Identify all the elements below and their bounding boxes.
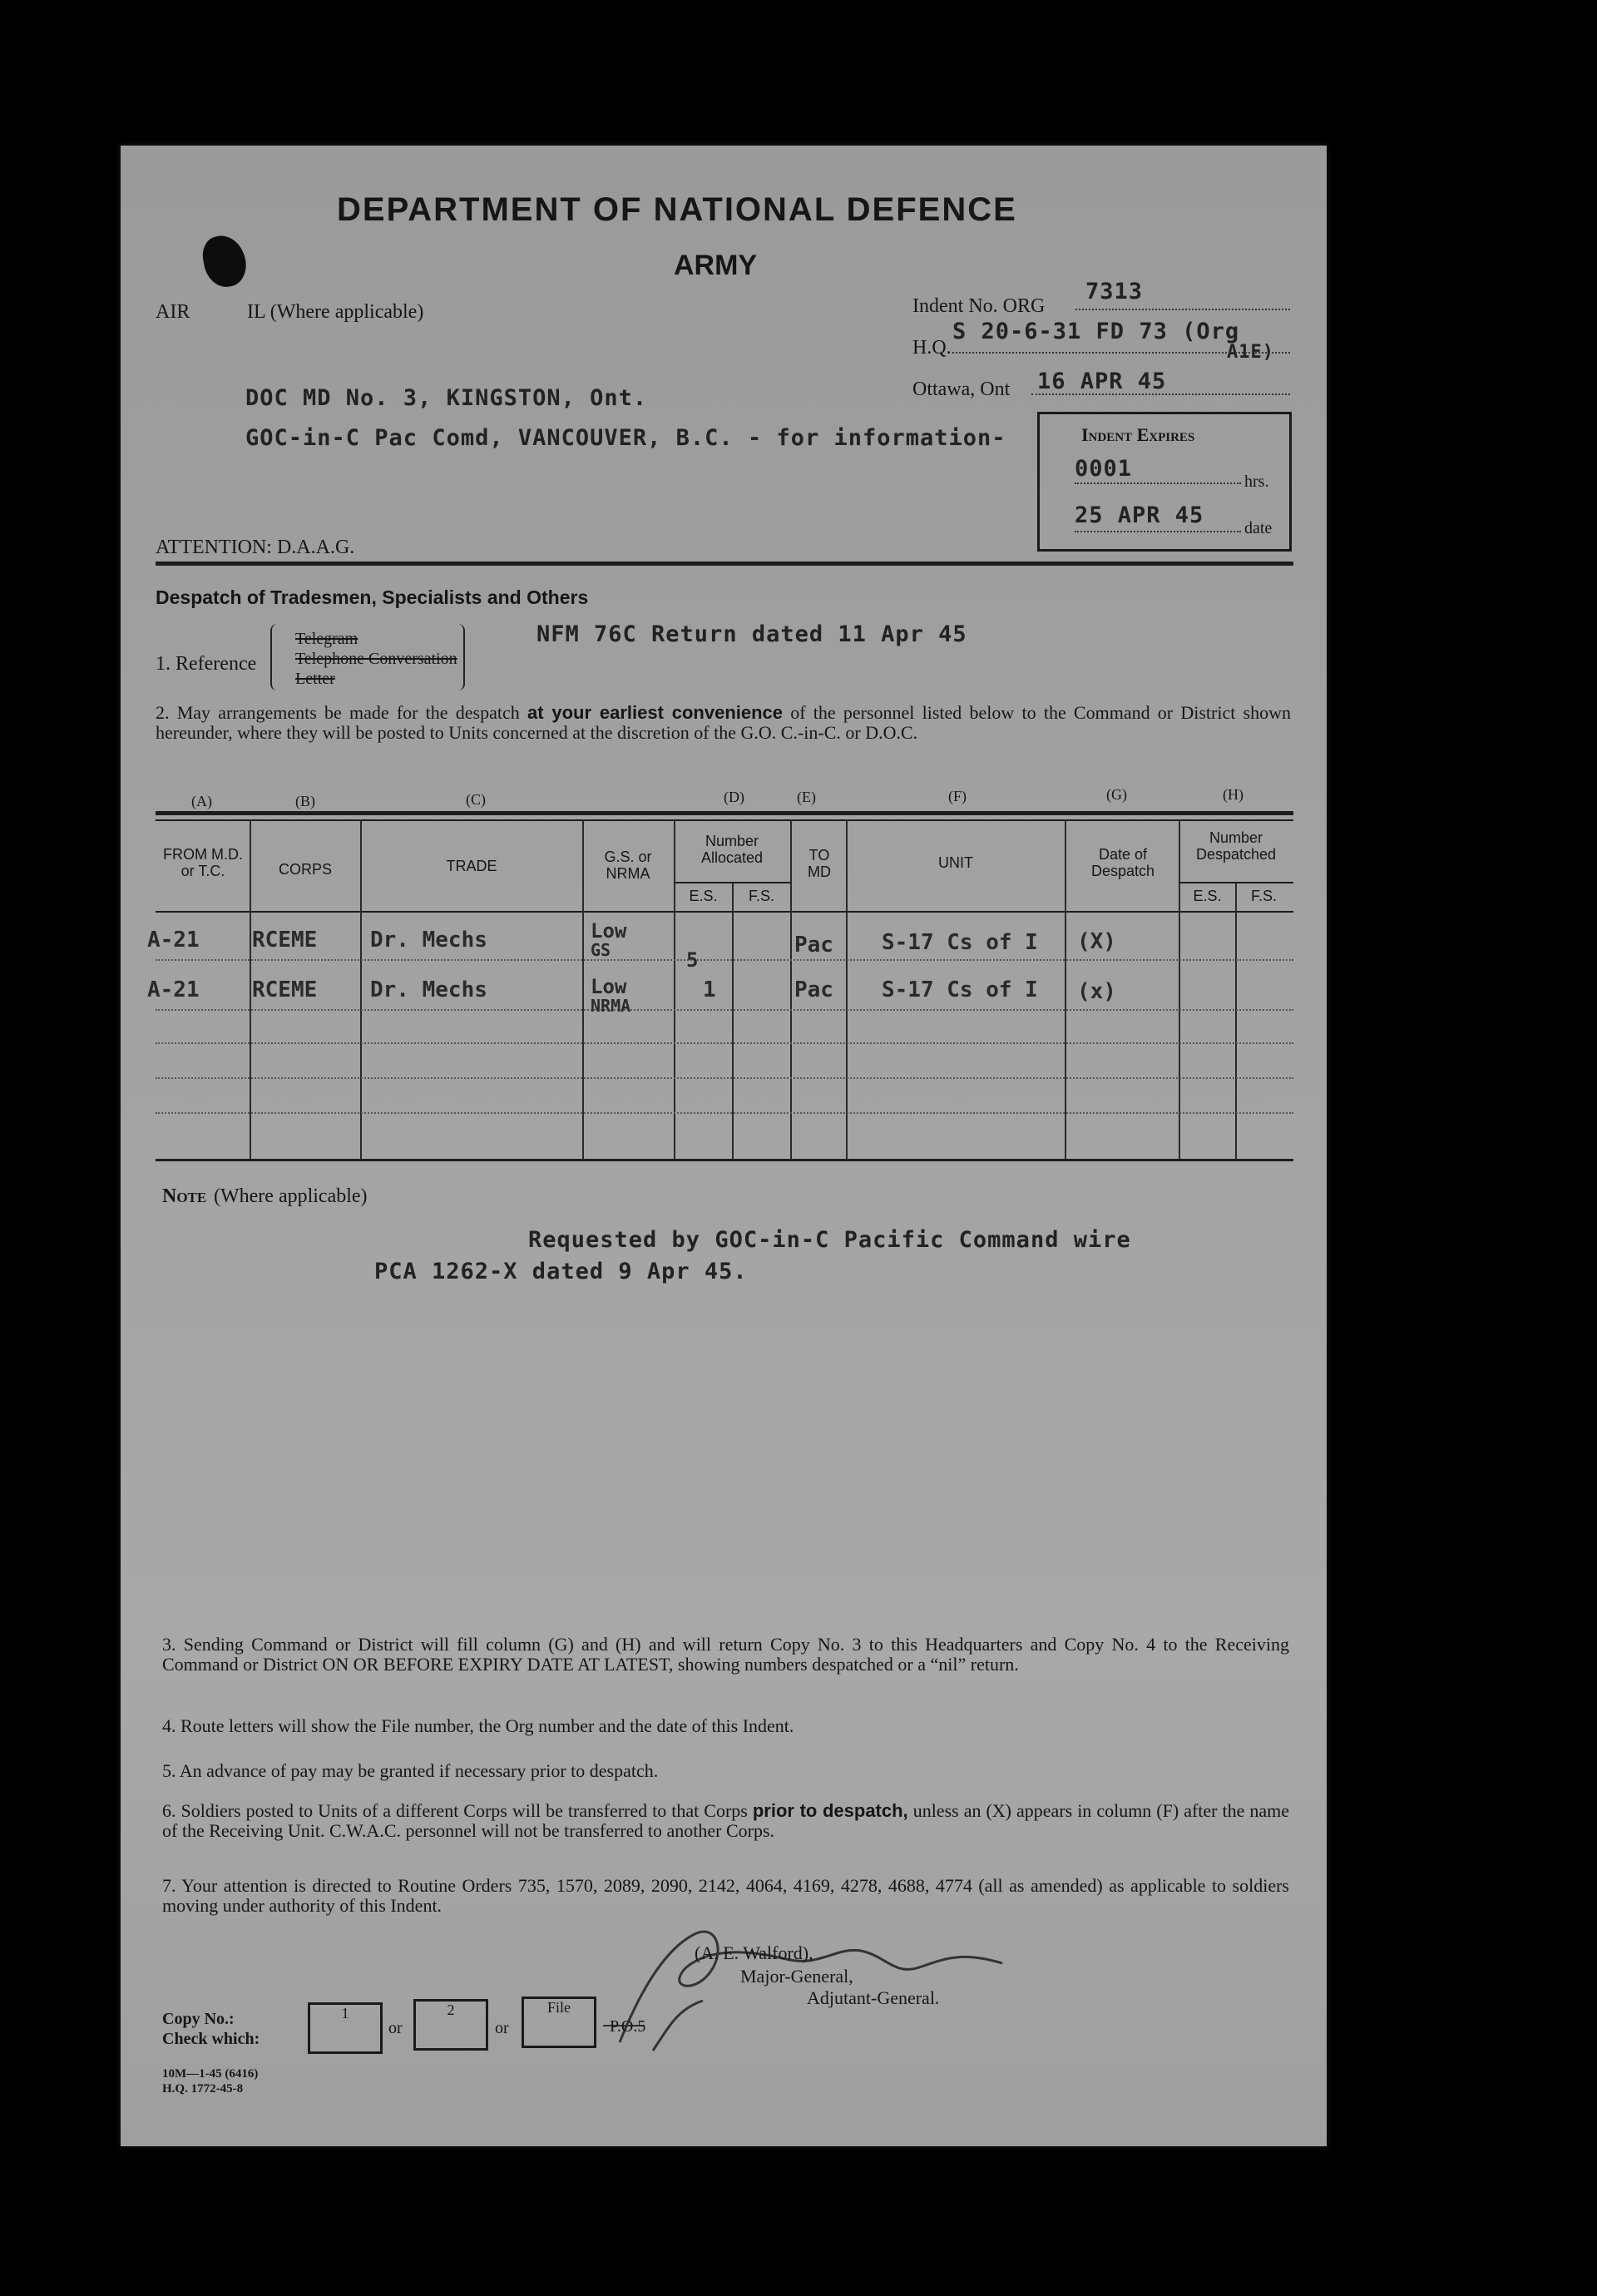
header-unit: UNIT <box>938 854 973 871</box>
paragraph-6-prefix: 6. Soldiers posted to Units of a different Corps will be transferred to that Corps <box>162 1800 748 1821</box>
copy-box-1[interactable]: 1 <box>308 2002 383 2054</box>
hq-dotline <box>952 352 1290 354</box>
row1-unit: S-17 Cs of I <box>882 930 1038 955</box>
row2-gs-bottom: NRMA <box>591 996 631 1016</box>
table-bottom-rule <box>156 1159 1293 1161</box>
expiry-hrs-dotline <box>1075 482 1241 484</box>
despatched-sub-rule <box>1179 882 1293 883</box>
reference-label: 1. Reference <box>156 653 257 675</box>
branch-title: ARMY <box>674 250 758 281</box>
signatory-rank: Major-General, <box>740 1966 853 1987</box>
col-divider <box>250 819 251 1159</box>
row-line <box>156 959 1293 961</box>
row1-gs-top: Low <box>591 919 627 943</box>
col-letter-e: (E) <box>797 789 816 805</box>
row1-es: 5 <box>686 948 699 972</box>
indent-no-dotline <box>1075 309 1290 310</box>
header-to-md: TO MD <box>808 847 831 880</box>
ottawa-label: Ottawa, Ont <box>912 379 1011 400</box>
copy-or-2: or <box>495 2019 509 2037</box>
reference-option-letter: Letter <box>295 670 335 688</box>
row-line <box>156 1042 1293 1044</box>
copy-or-1: or <box>388 2019 403 2037</box>
copy-label-line1: Copy No.: <box>162 2010 235 2028</box>
reference-option-telephone: Telephone Conversation <box>295 650 457 668</box>
reference-option-telegram: Telegram <box>295 630 358 648</box>
row-line <box>156 1112 1293 1114</box>
attention-label: ATTENTION: D.A.A.G. <box>156 537 355 558</box>
col-divider <box>1179 819 1180 1159</box>
expiry-title: Indent Expires <box>1081 424 1195 445</box>
copy-label <box>162 2009 260 2049</box>
allocated-sub-rule <box>674 882 790 883</box>
paragraph-6 <box>162 1801 1289 1841</box>
copy-box-file[interactable]: File <box>522 1997 596 2048</box>
paragraph-5: 5. An advance of pay may be granted if necessary prior to despatch. <box>162 1760 659 1781</box>
col-divider <box>732 882 734 1159</box>
addressee-line1: DOC MD No. 3, KINGSTON, Ont. <box>245 385 648 411</box>
row2-to-md: Pac <box>794 977 833 1002</box>
expiry-date-value: 25 APR 45 <box>1075 502 1204 528</box>
col-divider <box>1235 882 1237 1159</box>
row2-from: A-21 <box>147 977 200 1002</box>
row1-from: A-21 <box>147 928 200 953</box>
copy-label-line2: Check which: <box>162 2030 260 2048</box>
row1-date: (X) <box>1077 929 1116 954</box>
header-trade: TRADE <box>446 858 497 874</box>
mail-applicable-label: IL (Where applicable) <box>247 301 424 323</box>
row2-gs-top: Low <box>591 975 627 998</box>
table-top-rule-thin <box>156 819 1293 821</box>
header-despatched-fs: F.S. <box>1250 888 1277 904</box>
header-despatched-es: E.S. <box>1193 888 1222 904</box>
indent-no-label: Indent No. ORG <box>912 295 1046 317</box>
row2-unit: S-17 Cs of I <box>882 977 1038 1002</box>
paragraph-4: 4. Route letters will show the File number, the Org number and the date of this Indent. <box>162 1715 794 1736</box>
row2-trade: Dr. Mechs <box>370 977 487 1002</box>
paragraph-2 <box>156 703 1291 743</box>
note-label: Note <box>162 1185 207 1207</box>
note-applicable: (Where applicable) <box>214 1185 368 1207</box>
ottawa-dotline <box>1031 393 1290 395</box>
col-letter-c: (C) <box>466 791 486 808</box>
section-rule <box>156 562 1293 566</box>
col-divider <box>582 819 584 1159</box>
department-title: DEPARTMENT OF NATIONAL DEFENCE <box>337 191 1017 228</box>
row-line <box>156 1077 1293 1079</box>
col-letter-f: (F) <box>948 788 967 804</box>
row2-es: 1 <box>703 977 716 1002</box>
col-divider <box>674 819 675 1159</box>
footer-print-code: 10M—1-45 (6416) <box>162 2067 259 2081</box>
footer-hq-code: H.Q. 1772-45-8 <box>162 2082 244 2096</box>
row2-corps: RCEME <box>252 977 318 1002</box>
paragraph-3: 3. Sending Command or District will fill column (G) and (H) and will return Copy No. 3 to this Headquarters and Copy No. 4 to the Receiving Command or District ON OR BEFORE EXPIRY DATE AT LATEST, showing numbers despatched or a “nil” return. <box>162 1634 1289 1675</box>
paragraph-7: 7. Your attention is directed to Routine Orders 735, 1570, 2089, 2090, 2142, 4064, 4169, 4278, 4688, 4774 (all as amended) as applicable to soldiers moving under authority of this Indent. <box>162 1875 1289 1916</box>
paragraph-2-prefix: 2. May arrangements be made for the despatch <box>156 702 520 723</box>
air-mail-label: AIR <box>156 301 190 323</box>
paragraph-6-suffix: unless an (X) appears in column (F) after the name of the Receiving Unit. C.W.A.C. personnel will not be transferred to another Corps. <box>162 1800 1290 1841</box>
table-header-bottom-rule <box>156 911 1293 913</box>
col-divider <box>1065 819 1066 1159</box>
header-from: FROM M.D. or T.C. <box>163 846 243 879</box>
copy-box-2[interactable]: 2 <box>413 1999 488 2051</box>
col-letter-b: (B) <box>295 793 315 809</box>
table-top-rule <box>156 811 1293 815</box>
row1-to-md: Pac <box>794 933 833 957</box>
header-allocated-es: E.S. <box>689 888 718 904</box>
note-line2: PCA 1262-X dated 9 Apr 45. <box>374 1259 748 1284</box>
col-letter-h: (H) <box>1223 786 1243 803</box>
hq-value-line2: A1E) <box>1227 342 1274 363</box>
col-letter-g: (G) <box>1106 786 1127 803</box>
indent-no-value: 7313 <box>1085 279 1144 304</box>
ink-blot <box>200 232 250 290</box>
paragraph-2-emphasis: at your earliest convenience <box>527 702 784 723</box>
indent-expiry-box <box>1037 412 1292 552</box>
reference-value: NFM 76C Return dated 11 Apr 45 <box>536 621 967 647</box>
addressee-line2: GOC-in-C Pac Comd, VANCOUVER, B.C. - for information- <box>245 425 1006 451</box>
hq-label: H.Q. <box>912 337 952 359</box>
paragraph-6-emphasis: prior to despatch, <box>752 1800 908 1821</box>
form-pos-code: P.O.5 <box>610 2017 646 2036</box>
col-letter-d: (D) <box>724 789 744 805</box>
note-line1: Requested by GOC-in-C Pacific Command wire <box>528 1227 1131 1253</box>
header-corps: CORPS <box>278 861 332 878</box>
expiry-hrs-value: 0001 <box>1075 456 1133 482</box>
signatory-name: (A. E. Walford), <box>695 1942 813 1963</box>
row1-corps: RCEME <box>252 928 318 953</box>
row1-trade: Dr. Mechs <box>370 928 487 953</box>
section-title: Despatch of Tradesmen, Specialists and Others <box>156 586 589 608</box>
row2-date: (x) <box>1077 979 1116 1004</box>
expiry-date-dotline <box>1075 531 1241 532</box>
header-allocated: Number Allocated <box>700 833 764 866</box>
indent-form-sheet <box>121 146 1327 2146</box>
header-allocated-fs: F.S. <box>748 888 774 904</box>
row-line <box>156 1009 1293 1011</box>
col-divider <box>790 819 792 1159</box>
hq-value-line1: S 20-6-31 FD 73 (Org <box>952 319 1240 344</box>
col-letter-a: (A) <box>191 793 212 809</box>
expiry-hrs-label: hrs. <box>1244 473 1269 491</box>
col-divider <box>846 819 848 1159</box>
expiry-date-label: date <box>1244 519 1273 537</box>
row1-gs-bottom: GS <box>591 940 611 960</box>
header-despatched: Number Despatched <box>1195 829 1277 863</box>
col-divider <box>360 819 362 1159</box>
header-gs: G.S. or NRMA <box>604 849 652 882</box>
signatory-title: Adjutant-General. <box>807 1987 940 2008</box>
header-date-despatch: Date of Despatch <box>1090 846 1155 879</box>
paragraph-2-suffix: of the personnel listed below to the Command or District shown hereunder, where they will be posted to Units concerned at the discretion of the G.O. C.-in-C. or D.O.C. <box>156 702 1292 743</box>
ottawa-date: 16 APR 45 <box>1037 369 1167 394</box>
